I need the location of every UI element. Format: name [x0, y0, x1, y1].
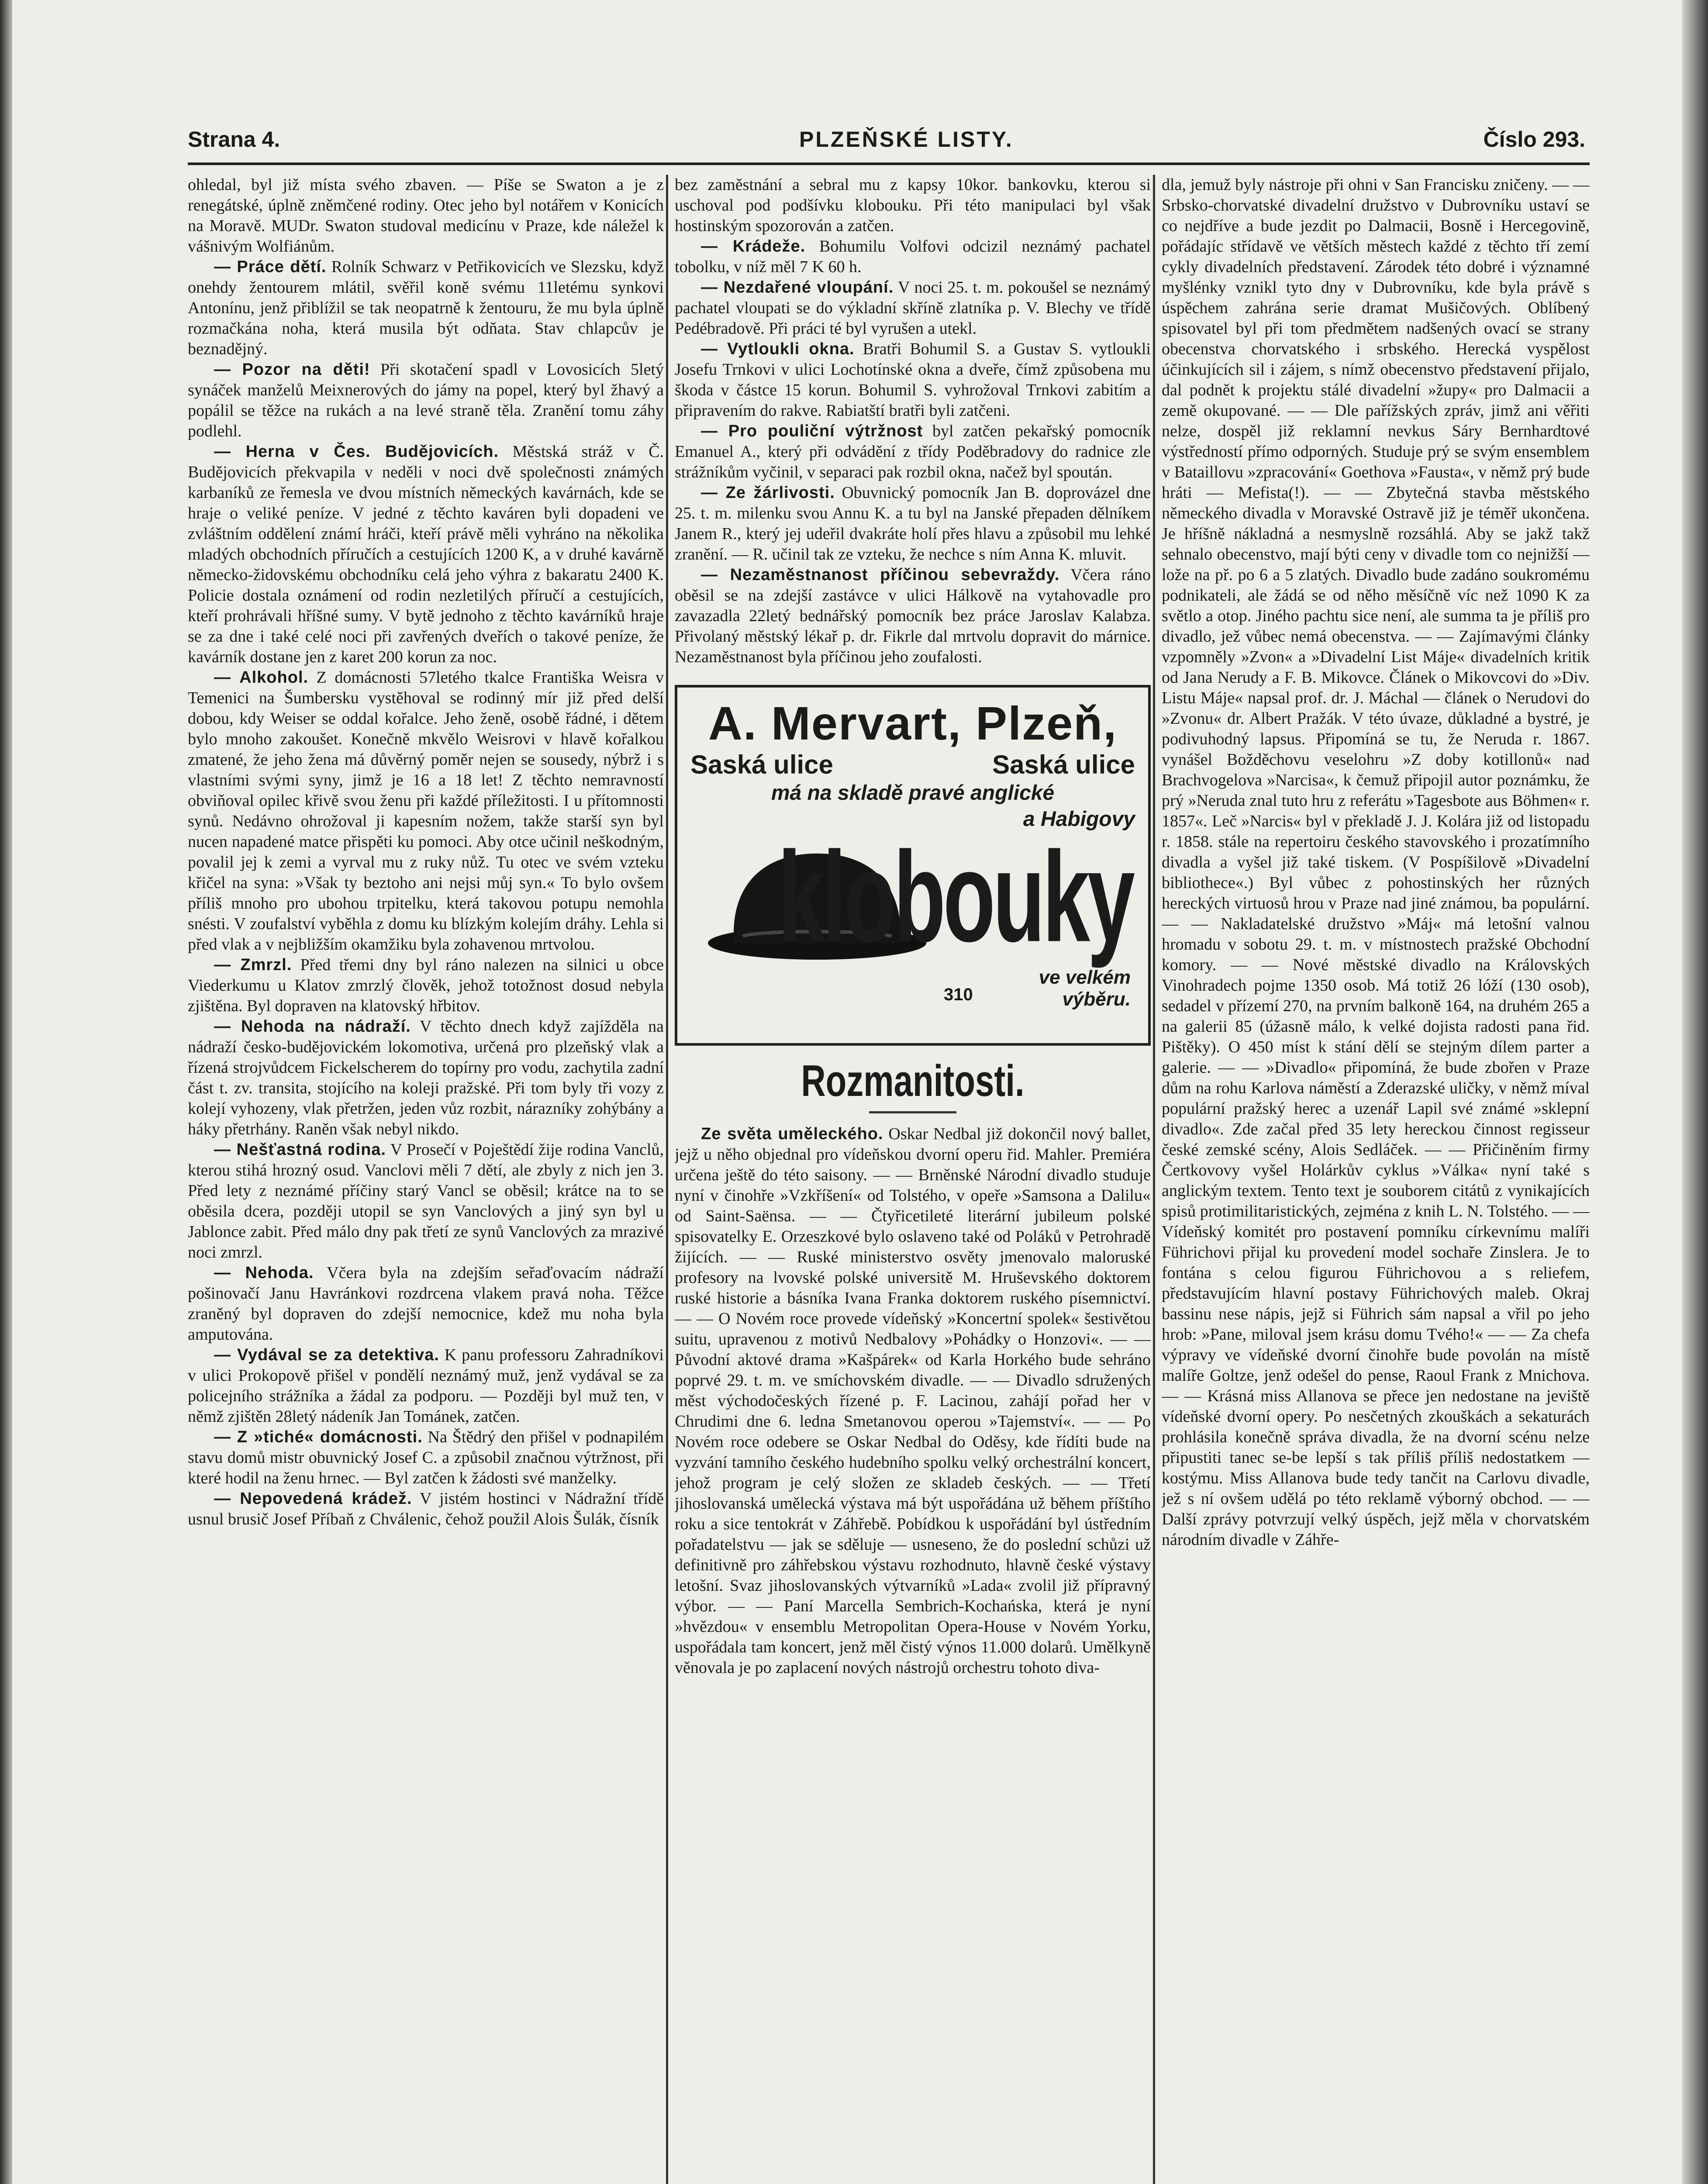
article-paragraph	[188, 1016, 664, 1140]
ad-firm-name: A. Mervart, Plzeň,	[708, 697, 1118, 750]
ad-streets	[690, 750, 1135, 780]
article-paragraph	[188, 955, 664, 1016]
article-paragraph	[188, 1263, 664, 1345]
ad-street-left: Saská ulice	[690, 750, 833, 779]
article-body: Městská stráž v Č. Budějovicích překvapila v neděli v noci dvě společnosti známých karbaníků ze řemesla ve dvou místních německých kavárnách, kde se hraje o veliké peníze. V jedné z těchto kaváren byli dopadeni ve zvláštním oddělení známí hráči, kteří právě měli vyhráno na několika mladých obchodních příručích a cestujících 1200 K, a v druhé kavárně německo-židovskému obchodníku celá jeho výhra z bakaratu 2400 K. Policie dostala oznámení od rodin nezletilých příručí a cestujících, kteří prohrávali hříšné sumy. V bytě jednoho z těchto kavárníků hraje se za dne i také celé noci při zavřených dveřích o takové peníze, že kavárník dostane jen z karet 200 korun za noc.	[188, 442, 664, 666]
article-paragraph	[675, 175, 1151, 236]
column-2	[675, 175, 1151, 2184]
article-heading: — Nezdařené vloupání.	[701, 278, 894, 297]
article-paragraph	[675, 236, 1151, 277]
article-paragraph	[675, 421, 1151, 483]
ad-tagline: má na skladě pravé anglické	[771, 781, 1055, 805]
article-body: Před třemi dny byl ráno nalezen na silnici u obce Viederkumu u Klatov zmrzlý člověk, jehož totožnost dosud nebyla zjištěna. Byl dopraven na klatovský hřbitov.	[188, 956, 664, 1015]
article-heading: — Pozor na děti!	[214, 360, 370, 379]
page-edge-shadow-right	[1682, 0, 1708, 2184]
issue-number: Číslo 293.	[1483, 127, 1585, 152]
article-heading: — Práce dětí.	[214, 258, 327, 276]
article-body: Bratři Bohumil S. a Gustav S. vytloukli Josefu Trnkovi v ulici Lochotínské okna a dveře, čímž způsobena mu škoda v částce 15 korun. Bohumil S. vyhrožoval Trnkovi zabitím a připravením do rakve. Rabiatští bratři byli zatčeni.	[675, 340, 1151, 420]
article-heading: — Nešťastná rodina.	[214, 1140, 386, 1159]
article-paragraph	[188, 1345, 664, 1427]
article-body: Včera ráno oběsil se na zdejší zastávce v ulici Hálkově na vytahovadle pro zavazadla 22letý bednářský pomocník bez práce Jaroslav Kalabza. Přivolaný městský lékař p. dr. Fikrle dal mrtvolu dopravit do márnice. Nezaměstnanost byla příčinou jeho zoufalosti.	[675, 566, 1151, 666]
article-paragraph	[188, 667, 664, 955]
ad-headline: klobouky	[777, 825, 1132, 969]
article-heading: — Ze žárlivosti.	[701, 484, 835, 502]
column-1	[188, 175, 664, 2184]
article-heading: — Nezaměstnanost příčinou sebevraždy.	[701, 566, 1060, 584]
section-title: Rozmanitosti.	[801, 1055, 1025, 1106]
article-body: V noci 25. t. m. pokoušel se neznámý pachatel vloupati se do výkladní skříně zlatníka p. V. Blechy ve třídě Pedébradově. Při práci té byl vyrušen a utekl.	[675, 278, 1151, 338]
article-paragraph	[188, 1427, 664, 1489]
hat-advertisement	[675, 685, 1151, 1046]
article-body: dla, jemuž byly nástroje při ohni v San Francisku zničeny. — — Srbsko-chorvatské divadelní družstvo v Dubrovníku ustaví se co nejdříve a bude jezdit po Dalmacii, Bosně i Hercegovině, pořádajíc střídavě ve větších městech každé z těchto tří zemí cykly divadelních představení. Zárodek této dobré i významné myšlénky vznikl tyto dny v Dubrovníku, kde byla právě s úspěchem zahrána serie dramat Mušičových. Oblíbený spisovatel byl při tom předmětem nadšených ovací se strany obecenstva chorvatského i srbského. Herecká vyspělost účinkujících sil i zájem, s nímž obecenstvo představení přijalo, dal podnět k projektu stálé divadelní »župy« pro Dalmacii a země okupované. — — Dle pařížských zpráv, jimž ani věřiti nelze, dospěl již reklamní nevkus Sáry Bernhardtové výstředností přímo odporných. Studuje prý se svým ensemblem v Bataillovu »zpracování« Goethova »Fausta«, v němž prý bude hráti — Mefista(!). — — Zbytečná stavba městského německého divadla v Moravské Ostravě již je téměř ukončena. Je hříšně nákladná a nesmyslně rozsáhlá. Aby se jakž takž sehnalo obecenstvo, mají býti ceny v divadle tom co nejnižší — lože na př. po 6 a 5 zlatých. Divadlo bude zadáno soukromému podnikateli, ale žádá se od něho měsíčně víc než 1090 K za světlo a otop. Jiného pachtu sice není, ale summa ta je příliš pro divadlo, jež vůbec nemá obecenstva. — — Zajímavými články vzpomněly »Zvon« a »Divadelní List Máje« divadelních kritik od Jana Nerudy a F. B. Mikovce. Článek o Mikovcovi do »Div. Listu Máje« napsal prof. dr. J. Máchal — článek o Nerudovi do »Zvonu« dr. Albert Pražák. V této úvaze, důkladné a bystré, je podivuhodný lapsus. Připomíná se tu, že Neruda r. 1867. vynášel Božděchovu veselohru »Z doby kotillonů« nad Brachvogelova »Narcisa«, k čemuž připojil autor poznámku, že prý »Neruda znal tuto hru z referátu »Tagesbote aus Böhmen« r. 1857«. Leč »Narcis« byl v překladě J. J. Kolára již od listopadu r. 1858. stále na repertoiru českého stavovského i prozatímního divadla a vyšel již také tiskem. (V Pospíšilově »Divadelní bibliothece«.) Byl vůbec z pohostinských her různých hereckých virtuosů hrou v Praze nad jiné známou, ba populární. — — Nakladatelské družstvo »Máj« má letošní valnou hromadu v sobotu 29. t. m. v místnostech pražské Obchodní komory. — — Nové městské divadlo na Královských Vinohradech pojme 1350 osob. Má totiž 26 lóží (130 osob), sedadel v přízemí 270, na prvním balkoně 164, na druhém 265 a na galerii 85 (úžasně málo, k velké dojista radosti pana řid. Pištěky). O 450 míst k stání dělí se stejným dílem parter a galerie. — — »Divadlo« připomíná, že bude zbořen v Praze dům na rohu Karlova náměstí a Zderazské uličky, v němž míval populární pražský herec a uzenář Lapil své známé »sklepní divadlo«. Zde začal před 35 lety hereckou činnost regisseur české zemské scény, Alois Sedláček. — — Přičiněním firmy Čertkovovy vyšel Holárkův cyklus »Válka« nyní také s anglickým textem. Tento text je souborem citátů z vynikajících spisů protimilitaristických, zejména z knih L. N. Tolstého. — — Vídeňský komitét pro postavení pomníku církevnímu malíři Führichovi přijal ku provedení model sochaře Zinslera. Je to fontána s celou figurou Führichovou a s reliefem, představujícím hlavní postavy Führichových maleb. Okraj bassinu nese nápis, jejž si Führich sám napsal a vřil po jeho hrob: »Pane, miloval jsem krásu domu Tvého!« — — Za chefa výpravy ve vídeňské dvorní činohře bude povolán na místě malíře Goltze, jenž odešel do pense, Raoul Frank z Mnichova. — — Krásná miss Allanova se přece jen nedostane na jeviště vídeňské dvorní opery. Po nesčetných zkouškách a sekaturách prohlásila konečně správa divadla, že na dvorní scénu nelze připustiti tanec se-be lepší s tak příliš příliš nedostatkem — kostýmu. Miss Allanova bude tedy tančit na Carlovu divadle, jež s ní ovšem udělá po této reklamě výborný obchod. — — Další zprávy potvrzují velký úspěch, jejž měla v chorvatském národním divadle v Záhře-	[1162, 176, 1590, 1549]
section-rule	[869, 1111, 956, 1113]
article-paragraph	[675, 483, 1151, 565]
column-3	[1162, 175, 1590, 2184]
article-body: Rolník Schwarz v Petřikovicích ve Slezsku, když onehdy žentourem mlátil, svěřil koně svému 11letému synkovi Antonínu, jenž přiblížil se tak neopatrně k žentouru, že mu byla úplně rozmačkána noha, která musila být odňata. Stav chlapcův je beznadějný.	[188, 258, 664, 358]
article-body: K panu professoru Zahradníkovi v ulici Prokopově přišel v pondělí neznámý muž, jenž vydával se za policejního strážníka a žádal za podporu. — Později byl muž ten, v němž zjištěn 28letý nádeník Jan Tománek, zatčen.	[188, 1346, 664, 1426]
article-paragraph	[188, 359, 664, 442]
article-heading: — Vydával se za detektiva.	[214, 1346, 439, 1364]
article-heading: Ze světa uměleckého.	[701, 1125, 883, 1143]
article-body: Obuvnický pomocník Jan B. doprovázel dne 25. t. m. milenku svou Annu K. a tu byl na Janské přepaden dělníkem Janem R., který jej udeřil dvakráte holí přes hlavu a způsobil mu lehké zranění. — R. učinil tak ze vzteku, že nechce s ním Anna K. mluvit.	[675, 484, 1151, 563]
article-body: V jistém hostinci v Nádražní třídě usnul brusič Josef Příbaň z Chválenic, čehož použil Alois Šulák, čísník	[188, 1489, 664, 1528]
header-rule	[188, 162, 1590, 165]
article-paragraph	[188, 1140, 664, 1263]
article-paragraph	[188, 442, 664, 667]
article-paragraph	[188, 257, 664, 359]
article-body: Při skotačení spadl v Lovosicích 5letý synáček manželů Meixnerových do jámy na popel, který byl žhavý a popálil se těžce na rukách a na levé straně těla. Zranění tomu záhy podlehl.	[188, 360, 664, 440]
page-edge-shadow-left	[0, 0, 12, 2184]
article-body: Na Štědrý den přišel v podnapilém stavu domů mistr obuvnický Josef C. a způsobil značnou výtržnost, při které hodil na ženu hrnec. — Byl zatčen k žádosti své manželky.	[188, 1428, 664, 1487]
article-heading: — Pro pouliční výtržnost	[701, 422, 923, 440]
ad-small-2: výběru.	[1062, 988, 1131, 1010]
article-heading: — Nehoda na nádraží.	[214, 1017, 411, 1036]
article-body: byl zatčen pekařský pomocník Emanuel A., který při odvádění z třídy Poděbradovy do radnice zle strážníkům vyčinil, v separaci pak rozbil okna, načež byl spoután.	[675, 422, 1151, 481]
article-heading: — Krádeže.	[701, 237, 806, 256]
article-paragraph	[675, 565, 1151, 667]
article-body: V těchto dnech když zajížděla na nádraží česko-budějovickém lokomotiva, určená pro plzeňský vlak a řízená strojvůdcem Fickelscherem do topírny pro vodu, zachytila zadní část t. zv. transita, stojícího na koleji pražské. Při tom byly tři vozy z kolejí vyhozeny, vlak přetržen, jeden vůz rozbit, nárazníky zohýbány a háky přetrhány. Raněn však nebyl nikdo.	[188, 1017, 664, 1138]
page-header	[188, 127, 1585, 157]
article-paragraph	[188, 1489, 664, 1530]
ad-tagline-2: a Habigovy	[1023, 808, 1135, 831]
column-divider	[666, 175, 668, 2184]
article-heading: — Herna v Čes. Budějovicích.	[214, 442, 499, 461]
article-paragraph	[188, 175, 664, 257]
article-heading: — Zmrzl.	[214, 956, 292, 974]
article-body: Z domácnosti 57letého tkalce Františka Weisra v Temenici na Šumbersku vystěhoval se rodinný mír již před delší dobou, kdy Weiser se oddal kořalce. Jeho ženě, osobě řádné, i dětem bylo mnoho zakoušet. Konečně mkvělo Weisrovi v hlavě kořalkou zmatené, že jeho žena má důvěrný poměr nejen se sousedy, nýbrž i s vlastními svými syny, jimž je 16 a 18 let! Z těchto nemravností obviňoval opilec křivě svou ženu při každé příležitosti. I u přítomnosti synů. Nedávno ohrožoval ji kapesním nožem, takže starší syn byl nucen napadené matce přispěti ku pomoci. Aby otce učinil neškodným, povalil jej k zemi a vyrval mu z ruky nůž. Tu otec ve svém vzteku křičel na syna: »Však ty beztoho ani nejsi můj syn.« To bylo ovšem příliš mnoho pro ubohou trpitelku, která takovou potupu nemohla snésti. V zoufalství vyběhla z domu ku blízkým kolejím dráhy. Lehla si před vlak a v nejbližším okamžiku byla zohavenou mrtvolou.	[188, 668, 664, 954]
article-heading: — Z »tiché« domácnosti.	[214, 1428, 423, 1446]
article-paragraph	[675, 277, 1151, 339]
article-body: bez zaměstnání a sebral mu z kapsy 10kor. bankovku, kterou si uschoval pod podšívku klobouku. Při této manipulaci byl však hostinským spozorován a zatčen.	[675, 176, 1151, 235]
article-body: ohledal, byl již místa svého zbaven. — Píše se Swaton a je z renegátské, úplně zněmčené rodiny. Otec jeho byl notářem v Konicích na Moravě. MUDr. Swaton studoval medicínu v Praze, kde náležel k vášnivým Wolfiánům.	[188, 176, 664, 256]
article-heading: — Alkohol.	[214, 668, 309, 687]
ad-street-right: Saská ulice	[992, 750, 1135, 779]
page-number: Strana 4.	[188, 127, 280, 152]
article-heading: — Nehoda.	[214, 1264, 314, 1282]
article-paragraph	[675, 339, 1151, 421]
article-body: Včera byla na zdejším seřaďovacím nádraží pošinovačí Janu Havránkovi rozdrcena vlakem pravá noha. Těžce zraněný byl dopraven do zdejší nemocnice, kdež mu noha byla amputována.	[188, 1264, 664, 1344]
newspaper-title: PLZEŇSKÉ LISTY.	[799, 127, 1014, 152]
ad-small-1: ve velkém	[1039, 967, 1131, 988]
ad-code: 310	[944, 985, 973, 1004]
article-paragraph	[675, 1124, 1151, 1678]
article-heading: — Nepovedená krádež.	[214, 1489, 412, 1508]
article-heading: — Vytloukli okna.	[701, 340, 855, 358]
article-paragraph	[1162, 175, 1590, 1550]
article-body: Bohumilu Volfovi odcizil neznámý pachatel tobolku, v níž měl 7 K 60 h.	[675, 237, 1151, 276]
column-divider	[1153, 175, 1155, 2184]
article-body: V Prosečí v Poještědí žije rodina Vanclů, kterou stihá hrozný osud. Vanclovi měli 7 dětí, ale zbyly z nich jen 3. Před lety z neznámé příčiny starý Vancl se oběsil; krátce na to se oběsila dcera, později utopil se syn Vanclových a jiný syn byl u Jablonce zabit. Před málo dny pak třetí ze synů Vanclových za mrazivé noci zmrzl.	[188, 1140, 664, 1261]
column-2-news	[675, 175, 1151, 667]
article-body: Oskar Nedbal již dokončil nový ballet, jejž u něho objednal pro vídeňskou dvorní operu řid. Mahler. Premiéra určena ještě do této saisony. — — Brněnské Národní divadlo studuje nyní v činohře »Vzkříšení« od Tolstého, v opeře »Samsona a Dalilu« od Saint-Saënsa. — — Čtyřicetileté literární jubileum polské spisovatelky E. Orzeszkové bylo oslaveno také od Poláků v Petrohradě žijících. — — Ruské ministerstvo osvěty jmenovalo maloruské profesory na lvovské polské universitě M. Hruševského doktorem ruské historie a básníka Ivana Franka doktorem ruského písemnictví. — — O Novém roce provede vídeňský »Koncertní spolek« šestivětou suitu, upravenou z motivů Nedbalovy »Pohádky o Honzovi«. — — Původní aktové drama »Kašpárek« od Karla Horkého bude sehráno poprvé 29. t. m. ve smíchovském divadle. — — Divadlo sdružených měst východočeských řízené p. F. Lacinou, zahájí pořad her v Chrudimi dne 6. ledna Smetanovou operou »Tajemství«. — — Po Novém roce odebere se Oskar Nedbal do Oděsy, kde řídíti bude na vyzvání tamního českého hudebního spolku velký orchestrální koncert, jehož program je celý složen ze skladeb českých. — — Třetí jihoslovanská umělecká výstava má být uspořádána už během příštího roku a sice tentokrát v Záhřebě. Pobídkou k uspořádání byl ústředním pořadatelstvu — jak se sděluje — usneseno, že do poslední schůzi už definitivně pro záhřebskou výstavu rozhodnuto, hlavně české výstavy letošní. Svaz jihoslovanských výtvarníků »Lada« zvolil již přípravný výbor. — — Paní Marcella Sembrich-Kochańska, která je nyní »hvězdou« v ensemblu Metropolitan Opera-House v Novém Yorku, uspořádala tam koncert, jenž měl čistý výnos 11.000 dolarů. Umělkyně věnovala je po zaplacení nových nástrojů orchestru tohoto diva-	[675, 1125, 1151, 1677]
column-2-culture	[675, 1124, 1151, 1678]
